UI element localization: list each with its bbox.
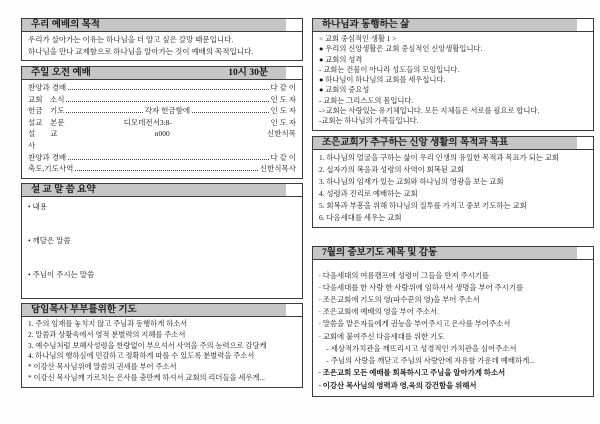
goal-line: 3. 하나님의 임재가 있는 교회와 하나님의 영광을 보는 교회: [319, 176, 504, 186]
prayer-line: ∙ 조은교회에 예배의 영을 부어 주소서.: [319, 307, 440, 317]
text-line: 하나님을 만나 교제함으로 하나님을 알아가는 것이 예배의 목적입니다.: [28, 46, 254, 56]
dotted-leader: [68, 89, 268, 90]
section-title: 담임목사 부부를위한 기도: [31, 304, 137, 315]
summary-bullet: • 깨달은 말씀: [28, 235, 71, 245]
order-item-person: 인 도 자: [270, 94, 296, 104]
order-item-label: 찬양과 경배: [28, 83, 67, 92]
walking-with-god-body: [313, 32, 593, 130]
text-line: ● 하나님이 하나님의 교회를 세우십니다.: [319, 75, 446, 85]
text-line: ● 교회의 성격: [319, 54, 363, 64]
prayer-line-bold: ∙ 조은교회 모든 예배를 회복하시고 주님을 알아가게 하소서: [319, 368, 506, 378]
section-header-sunday-service: [22, 67, 302, 80]
goal-line: 1. 하나님의 얼굴을 구하는 삶이 우리 인생의 유일한 목적과 목표가 되는 교회: [319, 152, 560, 162]
section-july-prayer: [312, 246, 594, 397]
prayer-line: - 세상적가치관을 깨뜨리시고 성경적인 가치관을 심어주소서: [319, 343, 517, 353]
prayer-line: ∙ 다음세대의 여름캠프에 성령이 그들을 만져 주시기를: [319, 270, 490, 280]
goal-line: 5. 회복과 부흥을 위해 하나님의 질투를 가지고 중보 기도하는 교회: [319, 200, 527, 210]
section-church-goals: [312, 136, 594, 228]
order-item-label: 설 교: [28, 129, 58, 139]
prayer-line: 3. 예수님처럼 보혜사성령을 한량없이 부으셔서 사역을 주의 능력으로 감당케: [28, 340, 267, 350]
summary-bullet: • 내용: [28, 201, 47, 211]
goal-line: 2. 십자가의 복음과 성령의 사역이 회복된 교회: [319, 164, 465, 174]
summary-bullet: • 주님이 주시는 말씀: [28, 269, 95, 279]
order-item-label: 설교 본문: [28, 117, 65, 127]
section-pastor-prayer: [21, 303, 303, 388]
goal-line: 4. 성령과 진리로 예배하는 교회: [319, 188, 418, 198]
sermon-summary-body: [22, 197, 302, 298]
order-item-person: 다 같 이: [270, 152, 296, 162]
dotted-leader: [192, 112, 268, 113]
order-row: [28, 152, 296, 164]
dotted-leader: [66, 112, 142, 113]
prayer-line: * 이강신 목사님께 가르치는 은사를 충만케 하셔서 교회의 리더들을 세우게...: [28, 373, 266, 383]
order-item-person: 인 도 자: [270, 106, 296, 116]
text-line: ->교회는 사랑있는 유기체입니다. 모든 지체들은 서로를 필요로 합니다.: [319, 106, 540, 116]
order-item-person: 신한식목사: [259, 164, 296, 174]
section-header-worship-purpose: [22, 19, 302, 32]
order-item-note: n000: [154, 129, 170, 139]
dotted-leader: [75, 170, 257, 171]
pastor-prayer-list: [22, 317, 302, 387]
prayer-line: ∙ 교회에 붙여주신 다음세대를 위한 기도: [319, 331, 445, 341]
section-walking-with-god: [312, 18, 594, 131]
order-row: [28, 128, 296, 140]
section-header-sermon-summary: [22, 184, 302, 197]
prayer-line: * 이강산 목사님위에 말씀의 권세를 부어 주소서: [28, 362, 177, 372]
text-line: - 교회는 그리스도의 몸입니다.: [319, 95, 414, 105]
prayer-line: 1. 주의 임재를 놓치지 않고 주님과 동행하게 하소서: [28, 318, 188, 328]
order-row: [28, 163, 296, 175]
text-line: - 교회는 건물이 아니라 성도들의 모임입니다.: [319, 64, 460, 74]
section-header-walking-with-god: [313, 19, 593, 32]
prayer-line: 2. 말씀과 상황속에서 영적 분별력의 지혜를 주소서: [28, 329, 186, 339]
order-row: [28, 94, 296, 106]
church-goals-list: [313, 150, 593, 227]
worship-purpose-body: [22, 32, 302, 60]
prayer-line: - 주님의 사랑을 깨닫고 주님의 사랑안에 자유함 가운데 예배하게...: [319, 356, 535, 366]
prayer-line: ∙ 말씀을 맡은자들에게 권능을 부어주시고 은사를 부어주소서: [319, 319, 511, 329]
section-sunday-service: [21, 66, 303, 179]
order-item-person: 다 같 이: [270, 83, 296, 92]
order-item-scripture: 디모데전서3:8-: [123, 117, 172, 127]
left-column: [21, 18, 303, 388]
prayer-line: 4. 하나님의 행하심에 민감하고 정확하게 따를 수 있도록 분별력을 주소서: [28, 351, 255, 361]
section-header-church-goals: [313, 137, 593, 150]
dotted-leader: [66, 101, 268, 102]
text-line: < 교회 중심적인 생활 1 >: [319, 34, 397, 43]
section-title: 우리 예배의 목적: [31, 20, 100, 30]
order-item-label: 축도,기도사역: [28, 164, 74, 174]
july-prayer-list: [313, 260, 593, 396]
order-item-label: 교회 소식: [28, 94, 65, 104]
section-worship-purpose: [21, 18, 303, 61]
service-order-list: [22, 80, 302, 178]
service-time: 10시 30분: [228, 68, 268, 78]
section-title: 7월의 중보기도 제목 및 감동: [322, 247, 438, 258]
text-line: ● 교회의 중요성: [319, 85, 370, 95]
order-row: [28, 105, 296, 117]
dotted-leader: [68, 159, 268, 160]
prayer-line: ∙ 조은교회에 기도의 영(파수꾼의 영)을 부어 주소서: [319, 295, 480, 305]
order-item-note: 각자 헌금함에: [144, 106, 191, 116]
order-row: [28, 82, 296, 94]
order-row: [28, 140, 296, 152]
section-header-pastor-prayer: [22, 304, 302, 317]
goal-line: 6. 다음세대를 세우는 교회: [319, 212, 402, 222]
prayer-line: ∙ 다음세대를 한 사람 한 사람위에 임하셔서 생명을 부어 주시기를: [319, 282, 524, 292]
text-line: ● 우리의 신앙생활은 교회 중심적인 신앙생활입니다.: [319, 44, 483, 54]
text-line: 우리가 살아가는 이유는 하나님을 더 알고 싶은 갈망 때문입니다.: [28, 35, 234, 44]
section-sermon-summary: [21, 183, 303, 299]
order-row: [28, 117, 296, 129]
section-title: 설 교 말 씀 요약: [31, 184, 96, 195]
order-item-person: 인 도 자: [270, 117, 296, 127]
order-item-person: 신한식목: [267, 129, 297, 139]
section-title: 주일 오전 예배: [31, 68, 91, 78]
order-item-label: 찬양과 경배: [28, 152, 67, 162]
right-column: [312, 18, 594, 397]
section-title: 하나님과 동행하는 삶: [322, 20, 410, 30]
text-line: -교회는 하나님의 가족들입니다.: [319, 116, 419, 126]
prayer-line-bold: ∙ 이강산 목사님의 영력과 영,육의 강건함을 위해서: [319, 380, 477, 390]
order-item-label: 사: [28, 140, 36, 150]
section-header-july-prayer: [313, 247, 593, 260]
section-title: 조은교회가 추구하는 신앙 생활의 목적과 목표: [322, 137, 509, 148]
order-item-label: 헌금 기도: [28, 106, 65, 116]
